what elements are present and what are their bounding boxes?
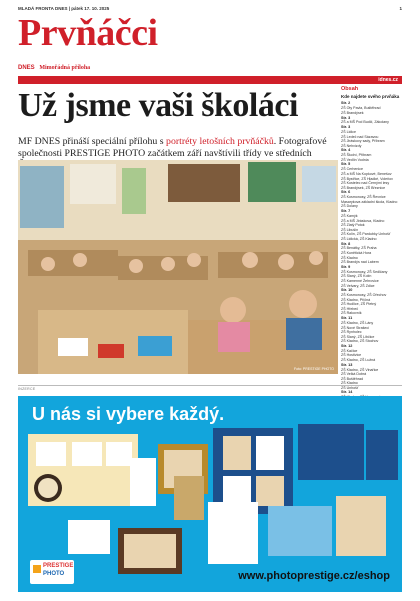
lead-highlight: portréty letošních prvňáčků bbox=[166, 136, 274, 147]
contents-school-item: ZŠ Slaný, ZŠ Kolín bbox=[341, 274, 372, 279]
contents-page-heading: Str. 8 bbox=[341, 241, 351, 246]
contents-school-item: ZŠ Velká Dobrá bbox=[341, 372, 367, 377]
contents-page-heading: Str. 5 bbox=[341, 162, 351, 167]
contents-page-heading: Str. 13 bbox=[341, 362, 353, 367]
contents-page-heading: Str. 14 bbox=[341, 390, 353, 395]
contents-school-item: ZŠ Školní, Příbram bbox=[341, 153, 372, 158]
lead-start: MF DNES přináší speciální přílohu s bbox=[18, 136, 167, 147]
contents-school-item: ZŠ Rakovník bbox=[341, 311, 362, 316]
masthead-title: Prvňáčci bbox=[18, 12, 158, 54]
contents-page-heading: Str. 11 bbox=[341, 315, 353, 320]
contents-page-heading: Str. 9 bbox=[341, 264, 351, 269]
contents-school-item: ZŠ Kladno, ZŠ Lužná bbox=[341, 357, 376, 362]
classroom-illustration bbox=[18, 160, 338, 374]
contents-school-item: ZŠ Kladno bbox=[341, 255, 358, 260]
contents-school-item: ZŠ Kolín, ZŠ Pardubky Unhošť bbox=[341, 232, 391, 237]
contents-school-item: ZŠ Ledeč nad Sázavou bbox=[341, 134, 379, 139]
contents-school-item: ZŠ Buštěhrad bbox=[341, 376, 363, 381]
ad-label: INZERCE bbox=[18, 387, 36, 391]
contents-page-heading: Str. 6 bbox=[341, 190, 351, 195]
contents-school-item: ZŠ Kačice bbox=[341, 348, 358, 353]
contents-school-item: ZŠ Nehvizdy bbox=[341, 143, 362, 148]
contents-school-item: ZŠ Kunětická Hora bbox=[341, 251, 372, 256]
ad-products-illustration bbox=[18, 396, 402, 592]
ad-slogan: U nás si vybere každý. bbox=[32, 404, 225, 424]
contents-page-heading: Str. 12 bbox=[341, 343, 353, 348]
contents-school-item: Masarykova základní škola, Kladno bbox=[341, 199, 398, 204]
contents-school-item: ZŠ Lidice bbox=[341, 129, 356, 134]
contents-school-item: ZŠ Brandýsek, ZŠ Březnice bbox=[341, 185, 386, 190]
contents-school-item: ZŠ Brandýs nad Labem bbox=[341, 260, 379, 265]
contents-school-item: ZŠ Hřebeč bbox=[341, 306, 359, 311]
contents-school-item: ZŠ Nové Strašecí bbox=[341, 325, 370, 330]
contents-school-item: ZŠ Cerhenice bbox=[341, 167, 363, 172]
contents-page-heading: Str. 3 bbox=[341, 115, 351, 120]
contents-school-item: ZŠ Kosmonosy, ZŠ Ořechov bbox=[341, 293, 387, 298]
lead-end: . Fotografové společnosti PRESTIGE PHOTO začátkem září navštívili třídy ve středních bbox=[18, 136, 327, 159]
contents-school-item: ZŠ Kladno, ZŠ Lány bbox=[341, 320, 374, 325]
section-line bbox=[18, 65, 90, 71]
contents-school-item: ZŠ Lidická, ZŠ Kladno bbox=[341, 236, 377, 241]
logo-line1: PRESTIGE bbox=[43, 563, 74, 569]
contents-school-item: ZŠ Dolany bbox=[341, 204, 358, 209]
photo-credit: Foto: PRESTIGE PHOTO bbox=[293, 367, 334, 371]
contents-school-item: ZŠ a MŠ Jiráskova, Kladno bbox=[341, 218, 385, 223]
contents-school-item: ZŠ Kamýk bbox=[341, 213, 358, 218]
contents-school-item: ZŠ Kladno, ZŠ Stochov bbox=[341, 339, 379, 344]
headline: Už jsme vaši školáci bbox=[18, 87, 298, 124]
site-link[interactable]: idnes.cz bbox=[378, 77, 398, 83]
contents-school-item: ZŠ a MŠ Na Kopkové, Benešov bbox=[341, 171, 392, 176]
contents-school-item: ZŠ Libušín bbox=[341, 227, 359, 232]
contents-school-item: ZŠ Zlatý Potok bbox=[341, 223, 365, 228]
contents-school-item: ZŠ Oty Pavla, Buštěhrad bbox=[341, 106, 381, 111]
contents-school-item: ZŠ Hostivice bbox=[341, 353, 362, 358]
contents-school-item: ZŠ Benátky, ZŠ Praha bbox=[341, 246, 377, 251]
issue-info: MLADÁ FRONTA DNES | pátek 17. 10. 2025 bbox=[18, 6, 110, 11]
ad-url-link[interactable]: www.photoprestige.cz/eshop bbox=[238, 570, 390, 582]
red-bar bbox=[18, 76, 402, 84]
contents-sidebar bbox=[341, 86, 403, 395]
contents-school-item: ZŠ Kosmonosy, ZŠ Sedlčany bbox=[341, 269, 388, 274]
contents-school-item: ZŠ Slaný, ZŠ Libčice bbox=[341, 334, 375, 339]
contents-page-heading: Str. 2 bbox=[341, 101, 351, 106]
advertisement[interactable] bbox=[18, 396, 402, 592]
contents-school-item: ZŠ Unhošť bbox=[341, 385, 359, 390]
page-number: 1 bbox=[399, 6, 402, 11]
contents-school-item: ZŠ a MŠ Pod Budči, Zákolany bbox=[341, 120, 389, 125]
contents-page-heading: Str. 4 bbox=[341, 148, 351, 153]
contents-school-item: ZŠ Hudlice, ZŠ Pletný bbox=[341, 302, 377, 307]
contents-subtitle: Kde najdete svého prvňáka bbox=[341, 94, 400, 99]
logo-line2: PHOTO bbox=[43, 571, 65, 577]
contents-page-heading: Str. 3 bbox=[341, 125, 351, 130]
contents-school-item: ZŠ Kostelec nad Černými lesy bbox=[341, 181, 390, 186]
contents-school-item: ZŠ Rynholec bbox=[341, 330, 362, 335]
contents-school-item: ZŠ Jiráskovy sady, Příbram bbox=[341, 139, 385, 144]
contents-school-item: ZŠ Vedlín Vodnia bbox=[341, 157, 369, 162]
contents-school-item: ZŠ Brandýsek bbox=[341, 110, 364, 115]
prestige-photo-logo bbox=[30, 560, 74, 584]
classroom-photo bbox=[18, 160, 338, 374]
contents-school-item: ZŠ Kladno, Příčná bbox=[341, 297, 371, 302]
contents-title: Obsah bbox=[341, 86, 359, 92]
separator-line bbox=[18, 385, 402, 386]
contents-school-item: ZŠ Kamenné Žehrovice bbox=[341, 278, 379, 283]
contents-page-heading: Str. 7 bbox=[341, 209, 351, 214]
contents-school-item: ZŠ Kladno bbox=[341, 381, 358, 386]
contents-school-item: ZŠ Bystřice, ZŠ Hladké, Voleňov bbox=[341, 176, 393, 181]
contents-list bbox=[341, 101, 403, 413]
contents-school-item: ZŠ Kosmonosy, ZŠ Řevnice bbox=[341, 195, 386, 200]
contents-page-heading: Str. 10 bbox=[341, 288, 353, 293]
contents-school-item: ZŠ Kladno, ZŠ Vinařice bbox=[341, 367, 379, 372]
section-dnes: DNES bbox=[18, 65, 35, 71]
section-sub: Mimořádná příloha bbox=[39, 65, 91, 71]
logo-mark bbox=[33, 565, 41, 573]
contents-school-item: ZŠ Velvary, ZŠ Zdice bbox=[341, 283, 375, 288]
